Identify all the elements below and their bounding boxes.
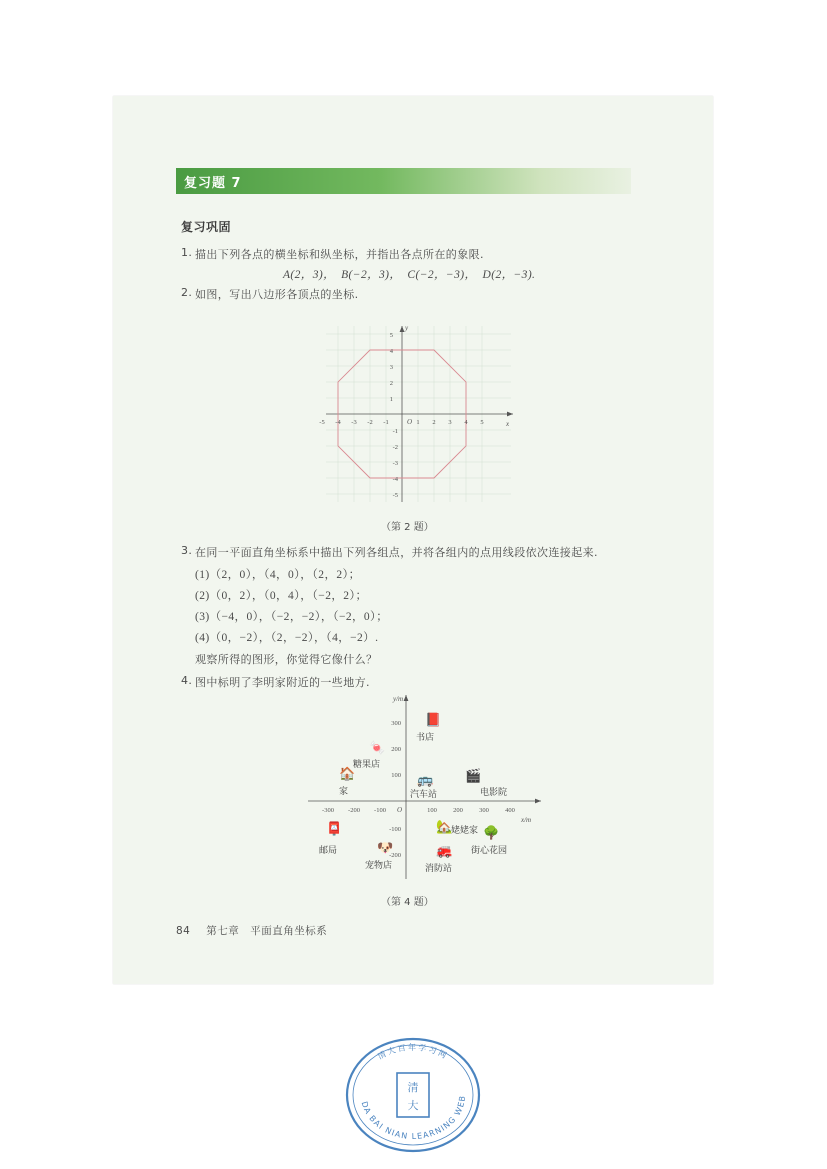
svg-text:-4: -4 [392, 476, 398, 483]
question-1-text: 描出下列各点的横坐标和纵坐标，并指出各点所在的象限. [195, 248, 484, 261]
question-4-text: 图中标明了李明家附近的一些地方. [195, 676, 370, 689]
svg-text:x/m: x/m [521, 816, 532, 824]
svg-text:y/m: y/m [393, 695, 404, 703]
svg-text:x: x [506, 420, 510, 428]
svg-text:-3: -3 [351, 419, 357, 426]
svg-text:5: 5 [480, 419, 484, 426]
place-label-fire-station: 消防站 [425, 864, 453, 874]
svg-text:-300: -300 [322, 807, 334, 814]
svg-text:O: O [397, 806, 403, 814]
place-label-candy-shop: 糖果店 [353, 760, 381, 770]
pet-icon: 🐶 [377, 840, 394, 855]
watermark-line1: 清大百年学习网 [376, 1043, 450, 1062]
page-footer [176, 923, 327, 938]
home-icon: 🏠 [339, 766, 356, 781]
question-2-number: 2. [181, 286, 193, 299]
question-1-number: 1. [181, 246, 193, 259]
cinema-icon: 🎬 [465, 768, 482, 783]
watermark-seal [337, 1026, 486, 1157]
svg-text:y: y [405, 324, 409, 332]
chapter-title: 第七章 平面直角坐标系 [206, 925, 328, 937]
svg-text:-1: -1 [392, 428, 398, 435]
place-label-bus-station: 汽车站 [410, 790, 438, 800]
candy-icon: 🍬 [369, 740, 386, 755]
svg-text:2: 2 [432, 419, 436, 426]
question-3-item-2: (2)（0，2），（0，4），（−2，2）； [195, 590, 368, 602]
svg-text:清大百年学习网 [376, 1042, 450, 1061]
svg-text:O: O [407, 418, 413, 426]
place-label-cinema: 电影院 [480, 788, 508, 798]
svg-text:200: 200 [453, 807, 463, 814]
svg-text:-3: -3 [392, 460, 398, 467]
question-3-text: 在同一平面直角坐标系中描出下列各组点，并将各组内的点用线段依次连接起来. [195, 546, 598, 559]
book-icon: 📕 [425, 712, 442, 727]
figure-4-caption: （第 4 题） [381, 897, 434, 908]
svg-text:-5: -5 [319, 419, 325, 426]
svg-text:4: 4 [464, 419, 468, 426]
question-2-text: 如图，写出八边形各顶点的坐标. [195, 288, 359, 301]
page-number: 84 [176, 925, 191, 937]
page-content [113, 96, 713, 984]
svg-text:-100: -100 [389, 826, 401, 833]
svg-text:-200: -200 [348, 807, 360, 814]
svg-text:2: 2 [389, 380, 393, 387]
figure-2-caption: （第 2 题） [381, 522, 434, 533]
section-header-band [176, 168, 631, 194]
svg-text:400: 400 [505, 807, 515, 814]
svg-text:100: 100 [427, 807, 437, 814]
watermark-center-char: 清 [407, 1081, 419, 1094]
subsection-heading: 复习巩固 [181, 220, 232, 234]
svg-text:3: 3 [389, 364, 393, 371]
svg-text:300: 300 [391, 720, 401, 727]
place-label-home: 家 [339, 787, 349, 797]
place-label-post-office: 邮局 [319, 846, 338, 856]
garden-icon: 🌳 [483, 825, 500, 840]
place-label-grandma-home: 姥姥家 [451, 826, 479, 836]
svg-text:3: 3 [448, 419, 452, 426]
svg-text:-5: -5 [392, 492, 398, 499]
svg-text:大: 大 [407, 1099, 419, 1112]
question-3-item-1: (1)（2，0），（4，0），（2，2）； [195, 569, 361, 581]
svg-text:4: 4 [389, 348, 393, 355]
place-label-bookstore: 书店 [416, 733, 435, 743]
svg-text:-200: -200 [389, 852, 401, 859]
svg-text:300: 300 [479, 807, 489, 814]
figure-neighbourhood-map [273, 681, 583, 886]
question-3-number: 3. [181, 544, 193, 557]
svg-text:-100: -100 [374, 807, 386, 814]
postbox-icon: 📮 [326, 821, 343, 836]
fire-icon: 🚒 [436, 843, 453, 858]
section-title: 复习题 7 [184, 176, 242, 191]
svg-text:-2: -2 [392, 444, 398, 451]
figure-octagon [301, 316, 536, 511]
question-3-tail: 观察所得的图形，你觉得它像什么？ [195, 653, 378, 666]
watermark-line2: QING DA BAI NIAN LEARNING WEBSITE [337, 1026, 468, 1142]
svg-text:-1: -1 [383, 419, 389, 426]
question-3-item-4: (4)（0，−2），（2，−2），（4，−2）. [195, 632, 379, 644]
svg-text:100: 100 [391, 772, 401, 779]
question-4-number: 4. [181, 674, 193, 687]
svg-text:-2: -2 [367, 419, 373, 426]
bus-icon: 🚌 [417, 772, 434, 787]
place-label-pet-shop: 宠物店 [365, 861, 393, 871]
grandma-icon: 🏡 [436, 819, 453, 834]
page-sheet [113, 96, 713, 984]
question-3-item-3: (3)（−4，0），（−2，−2），（−2，0）； [195, 611, 389, 623]
svg-text:-4: -4 [335, 419, 341, 426]
svg-text:1: 1 [389, 396, 393, 403]
svg-text:5: 5 [389, 332, 393, 339]
place-label-garden: 街心花园 [471, 846, 508, 856]
question-1-formula: A(2，3)， B(−2，3)， C(−2，−3)， D(2，−3). [283, 269, 536, 281]
svg-text:200: 200 [391, 746, 401, 753]
svg-text:1: 1 [416, 419, 420, 426]
